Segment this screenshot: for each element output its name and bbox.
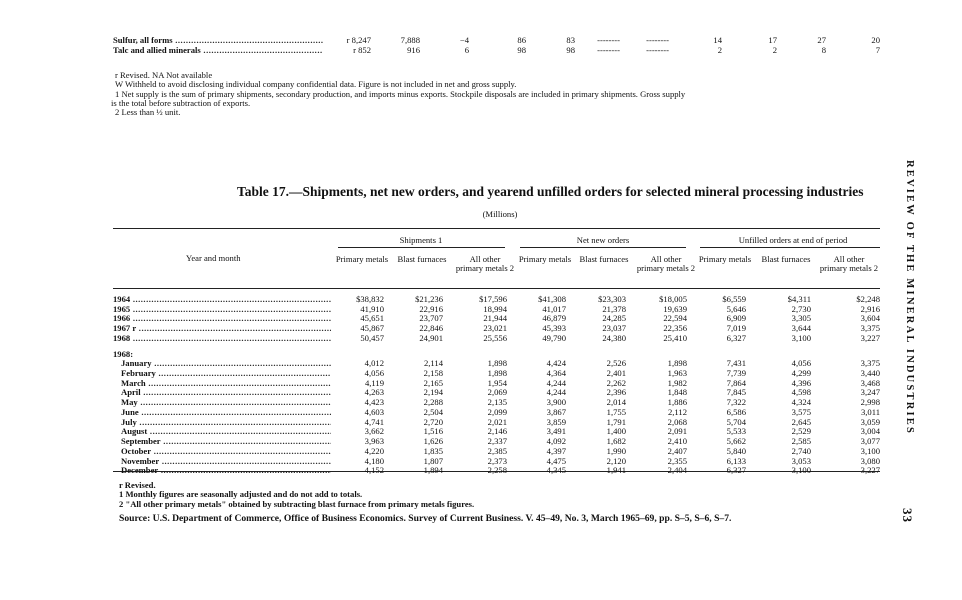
month-row-cell: 2,099	[487, 406, 507, 417]
month-row-cell: 5,840	[726, 445, 746, 456]
month-row-cell: 1,941	[606, 465, 626, 476]
month-row-cell: 2,068	[667, 416, 687, 427]
month-row-cell: 4,056	[364, 367, 384, 378]
month-row-cell: 2,740	[791, 445, 811, 456]
top-row-cell: r 852	[353, 44, 371, 55]
month-row-cell: 1,807	[423, 455, 443, 466]
month-row-cell: 6,586	[726, 406, 746, 417]
month-row-cell: 4,012	[364, 358, 384, 368]
top-row-cell: 6	[464, 44, 469, 55]
year-row-cell: 41,017	[542, 303, 566, 314]
month-row-cell: 2,720	[423, 416, 443, 427]
year-row-label: 1965 .....	[113, 305, 331, 314]
month-row-cell: 4,475	[546, 455, 566, 466]
month-row-cell: 2,258	[487, 465, 507, 476]
column-header: Primary metals	[698, 254, 752, 264]
year-row-cell: 19,639	[663, 303, 687, 314]
month-row-cell: 1,954	[487, 377, 507, 388]
year-row-cell: 23,707	[419, 313, 443, 324]
month-row-cell: 3,100	[860, 445, 880, 456]
month-row-cell: 4,603	[364, 406, 384, 417]
month-row-cell: 1,626	[423, 436, 443, 446]
year-row-cell: 24,285	[602, 313, 626, 324]
year-row-cell: 24,380	[602, 332, 626, 343]
table-footnote: 2 "All other primary metals" obtained by subtracting blast furnace from primary metals figures.	[119, 498, 475, 509]
month-row-label: October .....	[121, 447, 331, 456]
year-row-cell: $4,311	[787, 294, 811, 304]
month-row-cell: 4,180	[364, 455, 384, 466]
year-row-cell: 3,604	[860, 313, 880, 324]
month-row-cell: 3,867	[546, 406, 566, 417]
month-row-cell: 2,645	[791, 416, 811, 427]
year-row-cell: 22,916	[419, 303, 443, 314]
top-footnote: r Revised. NA Not available	[115, 70, 213, 80]
month-row-cell: 1,894	[423, 465, 443, 476]
year-row-cell: 24,901	[419, 332, 443, 343]
month-row-cell: 3,491	[546, 426, 566, 437]
year-row-cell: 45,867	[360, 323, 384, 334]
column-header: All other primary metals 2	[819, 254, 879, 273]
table-subtitle: (Millions)	[482, 209, 518, 219]
top-row-cell: 86	[517, 35, 526, 45]
month-row-label: July .....	[121, 418, 331, 427]
month-row-cell: 2,504	[423, 406, 443, 417]
year-row-cell: $17,596	[479, 294, 507, 304]
year-row-cell: 45,393	[542, 323, 566, 334]
group-rule-2	[520, 247, 686, 248]
top-row-cell: 14	[713, 35, 722, 45]
top-row-cell: 17	[768, 35, 777, 45]
year-row-cell: 6,909	[726, 313, 746, 324]
top-row-cell: --------	[597, 35, 620, 45]
year-row-cell: $18,005	[659, 294, 687, 304]
month-row-cell: 2,529	[791, 426, 811, 437]
year-row-cell: 21,944	[483, 313, 507, 324]
month-row-cell: 2,112	[667, 406, 687, 417]
year-row-cell: 25,556	[483, 332, 507, 343]
top-row-label: Sulfur, all forms .....	[113, 36, 323, 45]
month-row-cell: 2,355	[667, 455, 687, 466]
month-row-cell: 1,963	[667, 367, 687, 378]
year-row-cell: 3,375	[860, 323, 880, 334]
month-row-cell: 2,158	[423, 367, 443, 378]
month-row-cell: 3,077	[860, 436, 880, 446]
year-row-cell: 22,846	[419, 323, 443, 334]
month-row-cell: 2,385	[487, 445, 507, 456]
top-row-cell: −4	[459, 35, 469, 45]
month-row-cell: 3,053	[791, 455, 811, 466]
month-row-cell: 1,898	[487, 367, 507, 378]
month-row-cell: 4,345	[546, 465, 566, 476]
month-row-cell: 2,120	[606, 455, 626, 466]
month-row-cell: 2,069	[487, 387, 507, 398]
month-row-cell: 2,165	[423, 377, 443, 388]
top-row-cell: 7,888	[400, 35, 420, 45]
month-row-cell: 2,396	[606, 387, 626, 398]
month-row-cell: 2,407	[667, 445, 687, 456]
month-row-label: January .....	[121, 359, 331, 368]
year-row-cell: $2,248	[856, 294, 880, 304]
top-row-cell: 98	[566, 44, 575, 55]
top-row-cell: 98	[517, 44, 526, 55]
month-row-cell: 4,741	[364, 416, 384, 427]
month-row-cell: 3,004	[860, 426, 880, 437]
year-1968-subheading: 1968:	[113, 349, 134, 359]
top-row-cell: 83	[566, 35, 575, 45]
top-footnote: is the total before subtraction of exports.	[111, 97, 251, 108]
month-row-cell: 3,227	[860, 465, 880, 476]
month-row-cell: 2,288	[423, 397, 443, 407]
month-row-cell: 3,247	[860, 387, 880, 398]
year-row-cell: 3,227	[860, 332, 880, 343]
year-row-cell: $6,559	[722, 294, 746, 304]
month-row-cell: 2,410	[667, 436, 687, 446]
year-row-cell: 2,916	[860, 303, 880, 314]
year-row-cell: 6,327	[726, 332, 746, 343]
month-row-label: February .....	[121, 369, 331, 378]
year-row-cell: $41,308	[538, 294, 566, 304]
month-row-cell: 6,133	[726, 455, 746, 466]
month-row-cell: 3,575	[791, 406, 811, 417]
month-row-cell: 2,135	[487, 397, 507, 407]
top-footnote: 2 Less than ½ unit.	[115, 107, 181, 118]
month-row-cell: 1,886	[667, 397, 687, 407]
month-row-cell: 1,516	[423, 426, 443, 437]
month-row-cell: 2,021	[487, 416, 507, 427]
month-row-cell: 2,401	[606, 367, 626, 378]
month-row-cell: 5,662	[726, 436, 746, 446]
column-group-header: Shipments 1	[399, 235, 443, 245]
year-row-cell: 3,305	[791, 313, 811, 324]
running-head: REVIEW OF THE MINERAL INDUSTRIES	[904, 160, 915, 436]
year-row-cell: $23,303	[598, 294, 626, 304]
year-row-cell: 23,037	[602, 323, 626, 334]
year-row-cell: 23,021	[483, 323, 507, 334]
year-row-cell: 46,879	[542, 313, 566, 324]
table-footnotes	[119, 481, 474, 509]
year-row-label: 1966 .....	[113, 314, 331, 323]
year-row-label: 1967 r .....	[113, 324, 331, 333]
year-row-label: 1968 .....	[113, 334, 331, 343]
top-row-cell: 20	[871, 35, 880, 45]
column-group-header: Unfilled orders at end of period	[738, 235, 848, 245]
year-row-cell: 21,378	[602, 303, 626, 314]
column-group-header: Net new orders	[576, 235, 630, 245]
month-row-cell: 7,864	[726, 377, 746, 388]
top-row-cell: 2	[772, 44, 777, 55]
month-row-label: May .....	[121, 398, 331, 407]
year-row-cell: 2,730	[791, 303, 811, 314]
month-row-cell: 1,791	[606, 416, 626, 427]
month-row-label: November .....	[121, 457, 331, 466]
month-row-cell: 4,092	[546, 436, 566, 446]
top-row-cell: 8	[821, 44, 826, 55]
year-row-cell: 3,644	[791, 323, 811, 334]
stub-header: Year and month	[186, 253, 241, 263]
column-header: Primary metals	[518, 254, 572, 264]
top-footnote: 1 Net supply is the sum of primary shipments, secondary production, and imports minus exports. Stockpile disposals are included in primary shipments. Gross supply	[115, 88, 686, 99]
month-row-cell: 2,373	[487, 455, 507, 466]
table-footnote: r Revised.	[119, 480, 156, 490]
month-row-cell: 4,056	[791, 358, 811, 368]
year-row-cell: 45,651	[360, 313, 384, 324]
top-row-cell: 27	[817, 35, 826, 45]
month-row-cell: 5,533	[726, 426, 746, 437]
month-row-cell: 4,396	[791, 377, 811, 388]
year-row-cell: 3,100	[791, 332, 811, 343]
month-row-cell: 2,114	[423, 358, 443, 368]
month-row-cell: 2,337	[487, 436, 507, 446]
month-row-cell: 2,526	[606, 358, 626, 368]
month-row-cell: 4,424	[546, 358, 566, 368]
month-row-cell: 2,262	[606, 377, 626, 388]
month-row-cell: 3,059	[860, 416, 880, 427]
year-row-cell: 22,594	[663, 313, 687, 324]
month-row-cell: 6,327	[726, 465, 746, 476]
month-row-cell: 1,835	[423, 445, 443, 456]
month-row-cell: 4,244	[546, 377, 566, 388]
month-row-label: April .....	[121, 388, 331, 397]
month-row-cell: 2,014	[606, 397, 626, 407]
month-row-cell: 1,755	[606, 406, 626, 417]
column-header: All other primary metals 2	[455, 254, 515, 273]
top-row-cell: --------	[646, 35, 669, 45]
year-row-cell: 7,019	[726, 323, 746, 334]
month-row-label: September .....	[121, 437, 331, 446]
column-header: Primary metals	[335, 254, 389, 264]
month-row-cell: 4,423	[364, 397, 384, 407]
month-row-cell: 4,244	[546, 387, 566, 398]
month-row-cell: 7,739	[726, 367, 746, 378]
month-row-cell: 3,859	[546, 416, 566, 427]
month-row-cell: 2,194	[423, 387, 443, 398]
month-row-cell: 1,898	[667, 358, 687, 368]
top-row-cell: 7	[875, 44, 880, 55]
month-row-cell: 3,662	[364, 426, 384, 437]
month-row-cell: 1,898	[487, 358, 507, 368]
month-row-cell: 2,585	[791, 436, 811, 446]
month-row-cell: 1,982	[667, 377, 687, 388]
page-number: 33	[900, 508, 915, 523]
year-row-cell: 50,457	[360, 332, 384, 343]
month-row-cell: 2,146	[487, 426, 507, 437]
month-row-cell: 4,397	[546, 445, 566, 456]
column-header: Blast furnaces	[579, 254, 629, 264]
month-row-cell: 4,152	[364, 465, 384, 476]
month-row-cell: 2,998	[860, 397, 880, 407]
table-title: Table 17.—Shipments, net new orders, and yearend unfilled orders for selected mineral processing industries	[237, 184, 864, 199]
month-row-cell: 3,963	[364, 436, 384, 446]
month-row-cell: 1,400	[606, 426, 626, 437]
month-row-label: December .....	[121, 466, 331, 475]
year-row-cell: 41,910	[360, 303, 384, 314]
month-row-cell: 2,404	[667, 465, 687, 476]
month-row-cell: 3,100	[791, 465, 811, 476]
table-top-rule	[113, 228, 880, 229]
month-row-cell: 4,119	[364, 377, 384, 388]
month-row-label: June .....	[121, 408, 331, 417]
year-row-cell: $21,236	[415, 294, 443, 304]
top-footnotes	[111, 70, 686, 118]
month-row-cell: 3,375	[860, 358, 880, 368]
table-footnote: 1 Monthly figures are seasonally adjusted and do not add to totals.	[119, 489, 363, 500]
month-row-cell: 4,598	[791, 387, 811, 398]
top-row-cell: --------	[646, 44, 669, 55]
year-row-label: 1964 .....	[113, 295, 331, 304]
top-row-cell: 2	[717, 44, 722, 55]
year-row-cell: 22,356	[663, 323, 687, 334]
column-header: All other primary metals 2	[636, 254, 696, 273]
month-row-cell: 1,848	[667, 387, 687, 398]
month-row-cell: 4,263	[364, 387, 384, 398]
top-row-cell: 916	[407, 44, 420, 55]
year-row-cell: $38,832	[356, 294, 384, 304]
month-row-cell: 3,468	[860, 377, 880, 388]
top-row-label: Talc and allied minerals .....	[113, 46, 323, 55]
year-row-cell: 18,994	[483, 303, 507, 314]
group-rule-1	[338, 247, 505, 248]
month-row-cell: 7,845	[726, 387, 746, 398]
month-row-cell: 2,091	[667, 426, 687, 437]
month-row-cell: 4,364	[546, 367, 566, 378]
month-row-cell: 7,322	[726, 397, 746, 407]
month-row-cell: 3,080	[860, 455, 880, 466]
month-row-cell: 4,299	[791, 367, 811, 378]
top-row-cell: --------	[597, 44, 620, 55]
column-header: Blast furnaces	[761, 254, 811, 264]
year-row-cell: 25,410	[663, 332, 687, 343]
year-row-cell: 5,646	[726, 303, 746, 314]
column-header: Blast furnaces	[397, 254, 447, 264]
year-row-cell: 49,790	[542, 332, 566, 343]
month-row-cell: 3,440	[860, 367, 880, 378]
month-row-cell: 7,431	[726, 358, 746, 368]
month-row-label: March .....	[121, 379, 331, 388]
month-row-label: August .....	[121, 427, 331, 436]
month-row-cell: 4,220	[364, 445, 384, 456]
month-row-cell: 3,011	[860, 406, 880, 417]
source-line: Source: U.S. Department of Commerce, Office of Business Economics. Survey of Current Business. V. 45–49, No. 3, March 1965–69, pp. S–5, S–6, S–7.	[119, 513, 732, 524]
top-row-cell: r 8,247	[346, 35, 371, 45]
month-row-cell: 1,682	[606, 436, 626, 446]
group-rule-3	[700, 247, 880, 248]
month-row-cell: 1,990	[606, 445, 626, 456]
month-row-cell: 4,324	[791, 397, 811, 407]
top-footnote: W Withheld to avoid disclosing individual company confidential data. Figure is not included in net and gross supply.	[115, 79, 517, 90]
header-bottom-rule	[113, 288, 880, 289]
month-row-cell: 5,704	[726, 416, 746, 427]
month-row-cell: 3,900	[546, 397, 566, 407]
